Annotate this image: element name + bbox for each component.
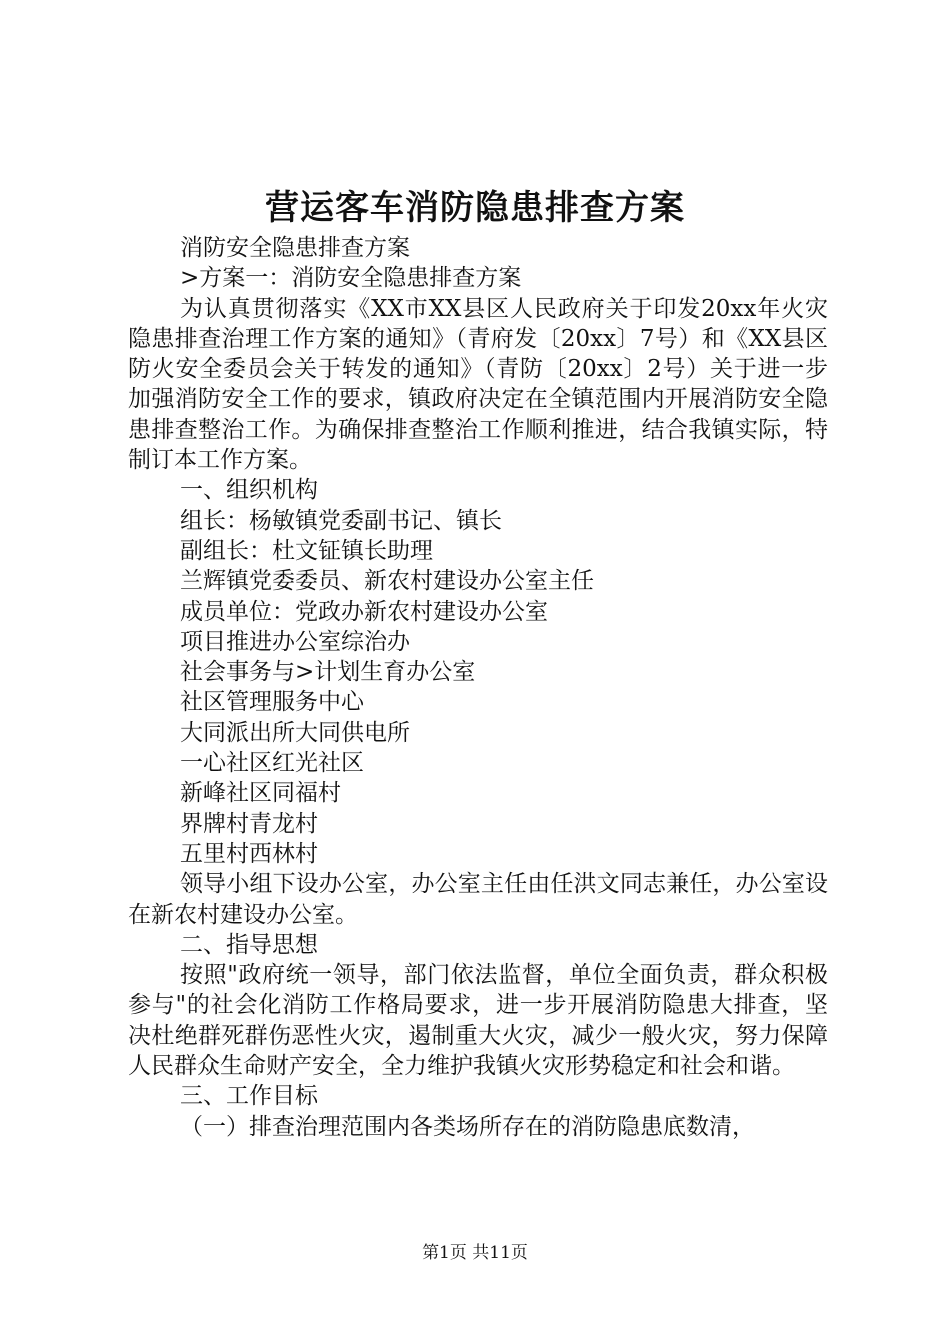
paragraph-unit-communities-1: 一心社区红光社区: [180, 750, 364, 777]
paragraph-deputy-leader: 副组长：杜文钲镇长助理: [180, 537, 433, 564]
document-title: 营运客车消防隐患排查方案: [265, 188, 685, 228]
paragraph-member-units: 成员单位：党政办新农村建设办公室: [180, 598, 548, 625]
paragraph-unit-social-affairs: 社会事务与>计划生育办公室: [180, 659, 476, 686]
page-footer: 第1页 共11页: [422, 1243, 528, 1263]
paragraph-plan-one: >方案一：消防安全隐患排查方案: [180, 265, 522, 292]
paragraph-unit-community-center: 社区管理服务中心: [180, 689, 364, 716]
paragraph-subtitle: 消防安全隐患排查方案: [180, 235, 410, 261]
paragraph-unit-villages-1: 界牌村青龙村: [180, 810, 318, 837]
paragraph-member-lanhui: 兰辉镇党委委员、新农村建设办公室主任: [180, 568, 594, 595]
paragraph-goal-one: （一）排查治理范围内各类场所存在的消防隐患底数清，: [180, 1113, 755, 1140]
paragraph-guiding-thought: 按照"政府统一领导，部门依法监督，单位全面负责，群众积极参与"的社会化消防工作格局要求，进一步开展消防隐患大排查，坚决杜绝群死群伤恶性火灾，遏制重大火灾，减少一般火灾，努力保障人民群众生命财产安全，全力维护我镇火灾形势稳定和社会和谐。: [128, 962, 828, 1080]
heading-organization: 一、组织机构: [180, 477, 318, 504]
paragraph-unit-villages-2: 五里村西林村: [180, 840, 318, 867]
paragraph-intro: 为认真贯彻落实《XX市XX县区人民政府关于印发20xx年火灾隐患排查治理工作方案的通知》（青府发〔20xx〕7号）和《XX县区防火安全委员会关于转发的通知》（青防〔20xx〕2号）关于进一步加强消防安全工作的要求，镇政府决定在全镇范围内开展消防安全隐患排查整治工作。为确保排查整治工作顺利推进，结合我镇实际，特制订本工作方案。: [128, 295, 828, 474]
paragraph-unit-project-office: 项目推进办公室综治办: [180, 628, 410, 655]
heading-guiding-thought: 二、指导思想: [180, 931, 318, 958]
paragraph-leader: 组长：杨敏镇党委副书记、镇长: [180, 507, 502, 534]
paragraph-unit-police-power: 大同派出所大同供电所: [180, 719, 410, 746]
heading-work-goals: 三、工作目标: [180, 1083, 318, 1110]
paragraph-office-setup: 领导小组下设办公室，办公室主任由任洪文同志兼任，办公室设在新农村建设办公室。: [128, 871, 828, 928]
document-body: [128, 233, 828, 1142]
paragraph-unit-communities-2: 新峰社区同福村: [180, 780, 341, 807]
